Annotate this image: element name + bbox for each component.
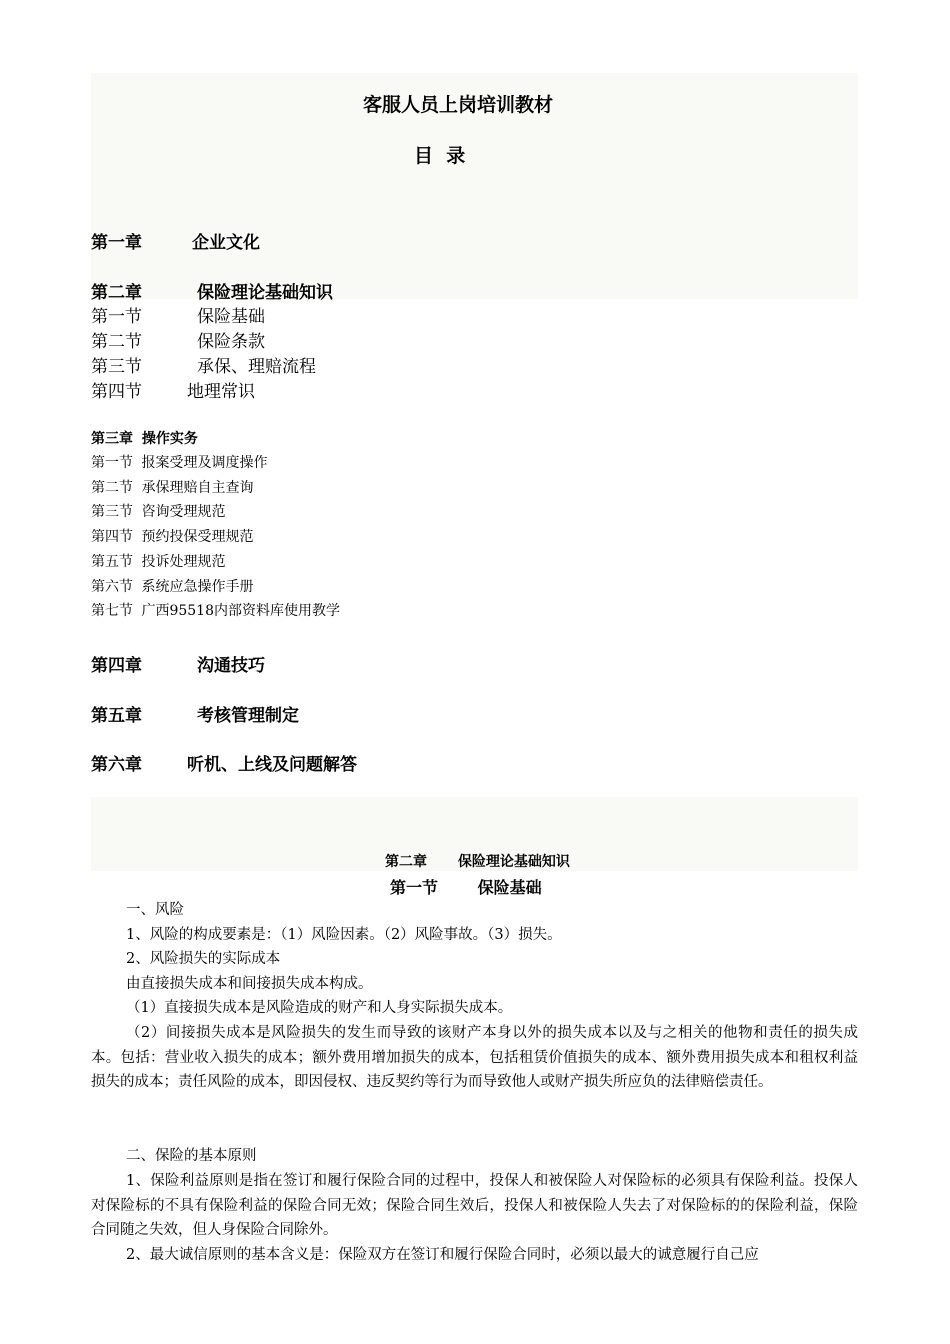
toc-section-3-2[interactable] — [91, 477, 253, 497]
document-title: 客服人员上岗培训教材 — [363, 94, 554, 116]
toc-chapter-num: 第六章 — [91, 755, 142, 775]
toc-section-title: 承保、理赔流程 — [197, 357, 316, 377]
toc-chapter-6[interactable] — [91, 750, 357, 775]
toc-chapter-5[interactable] — [91, 701, 299, 726]
toc-section-title: 报案受理及调度操作 — [141, 455, 268, 471]
body-line-cost-composition: 由直接损失成本和间接损失成本构成。 — [126, 976, 373, 992]
toc-chapter-title: 考核管理制定 — [197, 706, 299, 726]
toc-section-title: 广西95518内部资料库使用教学 — [141, 603, 340, 619]
body-paragraph-utmost-good-faith: 2、最大诚信原则的基本含义是：保险双方在签订和履行保险合同时，必须以最大的诚意履行自己应 — [126, 1247, 759, 1263]
toc-chapter-title: 企业文化 — [192, 233, 260, 253]
toc-heading: 目 录 — [414, 145, 466, 167]
toc-section-num: 第一节 — [91, 307, 142, 327]
toc-chapter-title: 沟通技巧 — [197, 656, 265, 676]
toc-section-2-2[interactable] — [91, 327, 265, 352]
toc-section-num: 第二节 — [91, 332, 142, 352]
toc-section-num: 第五节 — [91, 554, 133, 570]
toc-section-num: 第七节 — [91, 603, 133, 619]
toc-section-num: 第一节 — [91, 455, 133, 471]
toc-chapter-3[interactable] — [91, 428, 198, 448]
toc-section-3-6[interactable] — [91, 576, 253, 596]
toc-section-num: 第二节 — [91, 480, 133, 496]
body-chapter-heading — [385, 851, 570, 871]
toc-section-3-1[interactable] — [91, 452, 267, 472]
toc-section-num: 第三节 — [91, 357, 142, 377]
toc-chapter-num: 第四章 — [91, 656, 142, 676]
body-paragraph-insurable-interest: 1、保险利益原则是指在签订和履行保险合同的过程中，投保人和被保险人对保险标的必须具有保险利益。投保人对保险标的不具有保险利益的保险合同无效；保险合同生效后，投保人和被保险人失去了对保险标的的保险利益，保险合同随之失效，但人身保险合同除外。 — [91, 1173, 858, 1238]
chapter-num: 第二章 — [385, 854, 427, 870]
toc-section-num: 第六节 — [91, 579, 133, 595]
toc-section-num: 第四节 — [91, 529, 133, 545]
toc-section-title: 预约投保受理规范 — [141, 529, 254, 545]
toc-chapter-4[interactable] — [91, 651, 265, 676]
body-line-risk-elements: 1、风险的构成要素是：（1）风险因素。（2）风险事故。（3）损失。 — [126, 927, 562, 943]
toc-chapter-title: 操作实务 — [141, 431, 198, 447]
toc-chapter-num: 第三章 — [91, 431, 133, 447]
toc-section-3-7[interactable] — [91, 600, 340, 620]
toc-section-3-4[interactable] — [91, 526, 253, 546]
toc-chapter-title: 保险理论基础知识 — [197, 283, 333, 303]
toc-section-title: 投诉处理规范 — [141, 554, 226, 570]
toc-chapter-num: 第一章 — [91, 233, 142, 253]
toc-section-2-4[interactable] — [91, 377, 255, 402]
toc-section-title: 地理常识 — [187, 382, 255, 402]
body-paragraph-indirect-cost: （2）间接损失成本是风险损失的发生而导致的该财产本身以外的损失成本以及与之相关的他物和责任的损失成本。包括：营业收入损失的成本；额外费用增加损失的成本，包括租赁价值损失的成本、额外费用损失成本和租权利益损失的成本；责任风险的成本，即因侵权、违反契约等行为而导致他人或财产损失所应负的法律赔偿责任。 — [91, 1025, 858, 1090]
toc-chapter-num: 第五章 — [91, 706, 142, 726]
body-line-direct-cost: （1）直接损失成本是风险造成的财产和人身实际损失成本。 — [126, 1000, 513, 1016]
toc-section-title: 承保理赔自主查询 — [141, 480, 254, 496]
toc-section-title: 系统应急操作手册 — [141, 579, 254, 595]
section-num: 第一节 — [390, 878, 439, 897]
toc-chapter-2[interactable] — [91, 278, 333, 303]
toc-section-3-5[interactable] — [91, 551, 225, 571]
toc-section-title: 保险条款 — [197, 332, 265, 352]
toc-section-2-1[interactable] — [91, 302, 265, 327]
toc-section-num: 第三节 — [91, 504, 133, 520]
toc-section-3-3[interactable] — [91, 501, 225, 521]
toc-section-title: 咨询受理规范 — [141, 504, 226, 520]
body-line-risk-heading: 一、风险 — [126, 902, 184, 918]
toc-section-title: 保险基础 — [197, 307, 265, 327]
toc-section-2-3[interactable] — [91, 352, 316, 377]
body-line-risk-cost: 2、风险损失的实际成本 — [126, 951, 281, 967]
toc-chapter-num: 第二章 — [91, 283, 142, 303]
section-title: 保险基础 — [477, 878, 542, 897]
toc-chapter-title: 听机、上线及问题解答 — [187, 755, 357, 775]
toc-chapter-1[interactable] — [91, 228, 260, 253]
chapter-title: 保险理论基础知识 — [457, 854, 570, 870]
body-line-principles-heading: 二、保险的基本原则 — [126, 1148, 257, 1164]
body-section-heading — [390, 875, 542, 898]
toc-section-num: 第四节 — [91, 382, 142, 402]
